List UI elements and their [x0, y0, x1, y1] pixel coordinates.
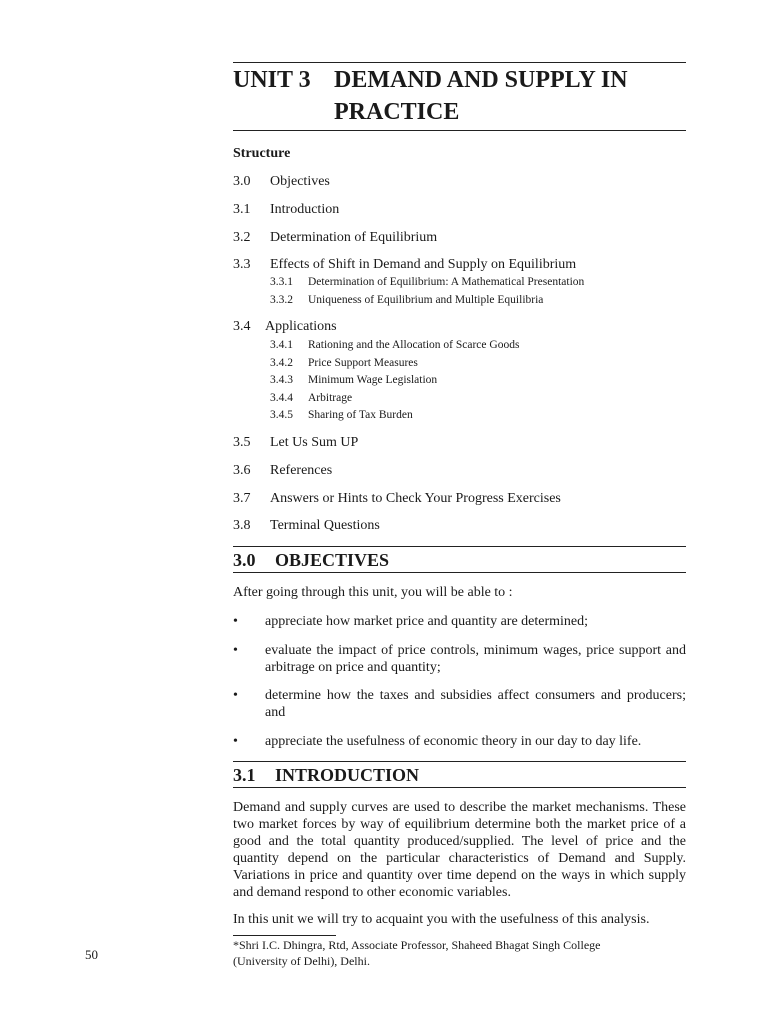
footnote-line: (University of Delhi), Delhi.	[233, 954, 370, 968]
title-bottom-rule	[233, 130, 686, 131]
toc-label: Applications	[265, 319, 337, 334]
toc-number: 3.3.2	[270, 294, 293, 306]
toc-number: 3.4.2	[270, 357, 293, 369]
unit-title-text: DEMAND AND SUPPLY IN PRACTICE	[334, 67, 628, 125]
toc-item	[233, 230, 437, 246]
toc-number: 3.5	[233, 435, 251, 450]
toc-label: Arbitrage	[308, 392, 353, 404]
toc-subitem	[270, 392, 352, 404]
objectives-bottom-rule	[233, 572, 686, 573]
bullet-text: appreciate the usefulness of economic theory in our day to day life.	[265, 734, 642, 749]
introduction-bottom-rule	[233, 787, 686, 788]
toc-label: Uniqueness of Equilibrium and Multiple Equilibria	[308, 294, 544, 306]
bullet-text: appreciate how market price and quantity are determined;	[265, 614, 589, 629]
bullet-icon: •	[233, 643, 238, 658]
toc-label: Minimum Wage Legislation	[308, 374, 438, 386]
footnote-line: *Shri I.C. Dhingra, Rtd, Associate Professor, Shaheed Bhagat Singh College	[233, 938, 601, 952]
toc-item	[233, 491, 561, 507]
toc-label: References	[270, 463, 333, 478]
toc-label: Terminal Questions	[270, 518, 380, 533]
toc-number: 3.3.1	[270, 276, 293, 288]
introduction-paragraph: Demand and supply curves are used to describe the market mechanisms. These two market forces by way of equilibrium determine both the market price of a good and the total quantity produced/supplied. The level of price and the quantity depend on the particular characteristics of Demand and Supply. Variations in price and quantity over time depend on the ways in which supply and demand respond to other economic variables.	[233, 800, 686, 900]
bullet-text: determine how the taxes and subsidies affect consumers and producers; and	[265, 688, 686, 720]
toc-number: 3.1	[233, 202, 251, 217]
toc-number: 3.6	[233, 463, 251, 478]
toc-label: Determination of Equilibrium	[270, 230, 438, 245]
toc-label: Effects of Shift in Demand and Supply on Equilibrium	[270, 257, 577, 272]
introduction-paragraph: In this unit we will try to acquaint you with the usefulness of this analysis.	[233, 912, 650, 927]
toc-label: Introduction	[270, 202, 340, 217]
toc-number: 3.7	[233, 491, 251, 506]
toc-number: 3.0	[233, 174, 251, 189]
toc-label: Let Us Sum UP	[270, 435, 359, 450]
section-title: OBJECTIVES	[275, 550, 390, 570]
toc-item	[233, 174, 330, 190]
section-number: 3.1	[233, 765, 256, 785]
footnote-rule	[233, 935, 336, 936]
page-number: 50	[85, 947, 98, 962]
toc-label: Sharing of Tax Burden	[308, 409, 413, 421]
toc-item	[233, 257, 576, 273]
toc-item	[233, 518, 380, 534]
toc-item	[233, 202, 339, 218]
toc-label: Determination of Equilibrium: A Mathematical Presentation	[308, 276, 585, 288]
toc-subitem	[270, 294, 543, 306]
toc-number: 3.2	[233, 230, 251, 245]
section-heading-introduction	[233, 765, 419, 786]
toc-number: 3.3	[233, 257, 251, 272]
bullet-icon: •	[233, 734, 238, 749]
toc-number: 3.4.1	[270, 339, 293, 351]
bullet-text: evaluate the impact of price controls, minimum wages, price support and arbitrage on price and quantity;	[265, 643, 686, 675]
toc-item	[233, 319, 337, 335]
toc-item	[233, 435, 358, 451]
toc-subitem	[270, 357, 418, 369]
unit-number: UNIT 3	[233, 67, 311, 93]
section-heading-objectives	[233, 550, 389, 571]
footnote	[233, 937, 686, 969]
top-rule	[233, 62, 686, 63]
toc-subitem	[270, 409, 413, 421]
structure-label: Structure	[233, 146, 291, 161]
toc-label: Objectives	[270, 174, 330, 189]
toc-number: 3.4.4	[270, 392, 293, 404]
objectives-intro: After going through this unit, you will be able to :	[233, 585, 513, 600]
toc-label: Price Support Measures	[308, 357, 418, 369]
toc-subitem	[270, 374, 437, 386]
toc-subitem	[270, 339, 519, 351]
toc-label: Rationing and the Allocation of Scarce Goods	[308, 339, 520, 351]
section-title: INTRODUCTION	[275, 765, 420, 785]
bullet-icon: •	[233, 614, 238, 629]
toc-subitem	[270, 276, 584, 288]
toc-number: 3.8	[233, 518, 251, 533]
section-number: 3.0	[233, 550, 256, 570]
toc-label: Answers or Hints to Check Your Progress Exercises	[270, 491, 561, 506]
objectives-top-rule	[233, 546, 686, 547]
toc-number: 3.4	[233, 319, 251, 334]
introduction-top-rule	[233, 761, 686, 762]
toc-item	[233, 463, 332, 479]
toc-number: 3.4.3	[270, 374, 293, 386]
toc-number: 3.4.5	[270, 409, 293, 421]
bullet-icon: •	[233, 688, 238, 703]
